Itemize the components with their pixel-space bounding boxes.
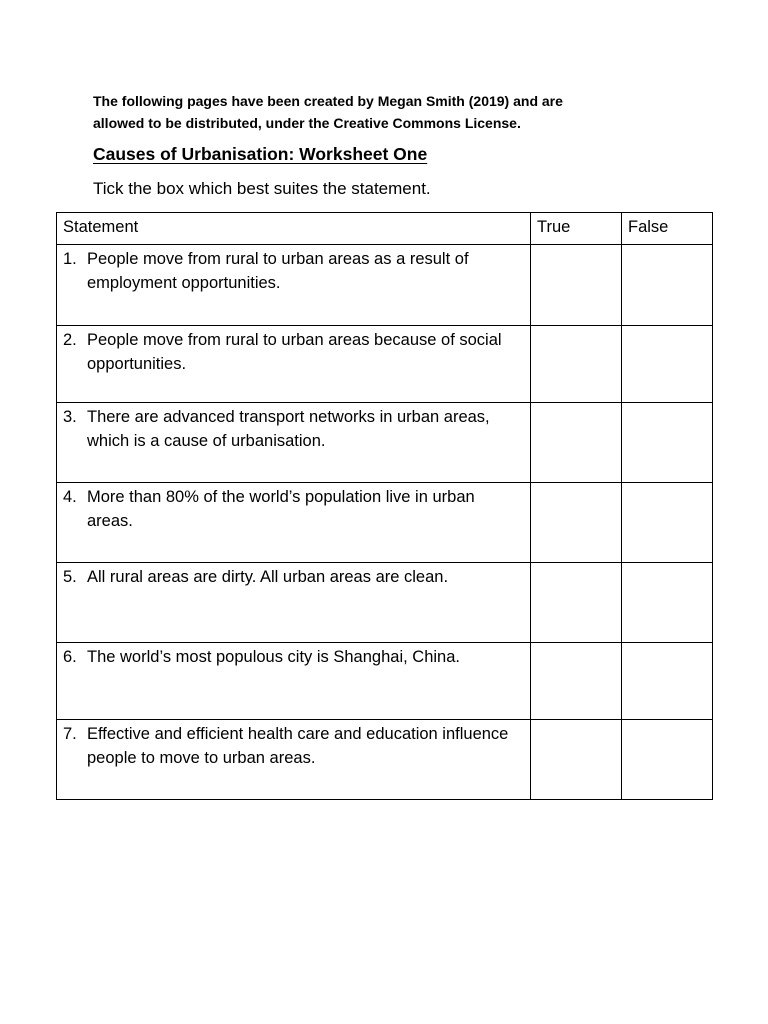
statement-cell: [57, 245, 531, 326]
true-tick-box[interactable]: [531, 720, 622, 800]
worksheet-title: Causes of Urbanisation: Worksheet One: [93, 144, 428, 164]
statement-number: 7.: [63, 725, 77, 743]
true-tick-box[interactable]: [531, 643, 622, 720]
true-tick-box[interactable]: [531, 563, 622, 643]
false-tick-box[interactable]: [622, 483, 713, 563]
false-tick-box[interactable]: [622, 643, 713, 720]
statement-number: 4.: [63, 488, 77, 506]
header-statement: Statement: [57, 213, 531, 245]
statement-cell: [57, 403, 531, 483]
statement-text: More than 80% of the world’s population live in urban areas.: [87, 488, 475, 530]
table-row: [57, 403, 713, 483]
statement-number: 1.: [63, 250, 77, 268]
statement-text: All rural areas are dirty. All urban areas are clean.: [87, 568, 449, 586]
statement-number: 3.: [63, 408, 77, 426]
true-tick-box[interactable]: [531, 326, 622, 403]
false-tick-box[interactable]: [622, 245, 713, 326]
statement-table: [56, 212, 713, 800]
statement-text: People move from rural to urban areas as a result of employment opportunities.: [87, 250, 469, 292]
statement-text: The world’s most populous city is Shanghai, China.: [87, 648, 460, 666]
statement-number: 5.: [63, 568, 77, 586]
table-header-row: [57, 213, 713, 245]
statement-number: 2.: [63, 331, 77, 349]
statement-number: 6.: [63, 648, 77, 666]
table-row: [57, 720, 713, 800]
table-row: [57, 326, 713, 403]
credit-line-2: allowed to be distributed, under the Creative Commons License.: [93, 115, 521, 131]
credit-line-1: The following pages have been created by Megan Smith (2019) and are: [93, 93, 563, 109]
true-tick-box[interactable]: [531, 245, 622, 326]
false-tick-box[interactable]: [622, 720, 713, 800]
table-row: [57, 643, 713, 720]
statement-text: Effective and efficient health care and education influence people to move to urban areas.: [87, 725, 509, 767]
true-tick-box[interactable]: [531, 403, 622, 483]
statement-cell: [57, 326, 531, 403]
false-tick-box[interactable]: [622, 326, 713, 403]
table-row: [57, 483, 713, 563]
statement-cell: [57, 720, 531, 800]
statement-cell: [57, 483, 531, 563]
true-tick-box[interactable]: [531, 483, 622, 563]
header-false: False: [622, 213, 713, 245]
worksheet-instruction: Tick the box which best suites the statement.: [93, 179, 431, 198]
credit-notice: [93, 90, 693, 134]
table-row: [57, 245, 713, 326]
false-tick-box[interactable]: [622, 403, 713, 483]
statement-text: People move from rural to urban areas because of social opportunities.: [87, 331, 502, 373]
statement-cell: [57, 563, 531, 643]
false-tick-box[interactable]: [622, 563, 713, 643]
statement-cell: [57, 643, 531, 720]
header-true: True: [531, 213, 622, 245]
statement-text: There are advanced transport networks in urban areas, which is a cause of urbanisation.: [87, 408, 490, 450]
table-row: [57, 563, 713, 643]
